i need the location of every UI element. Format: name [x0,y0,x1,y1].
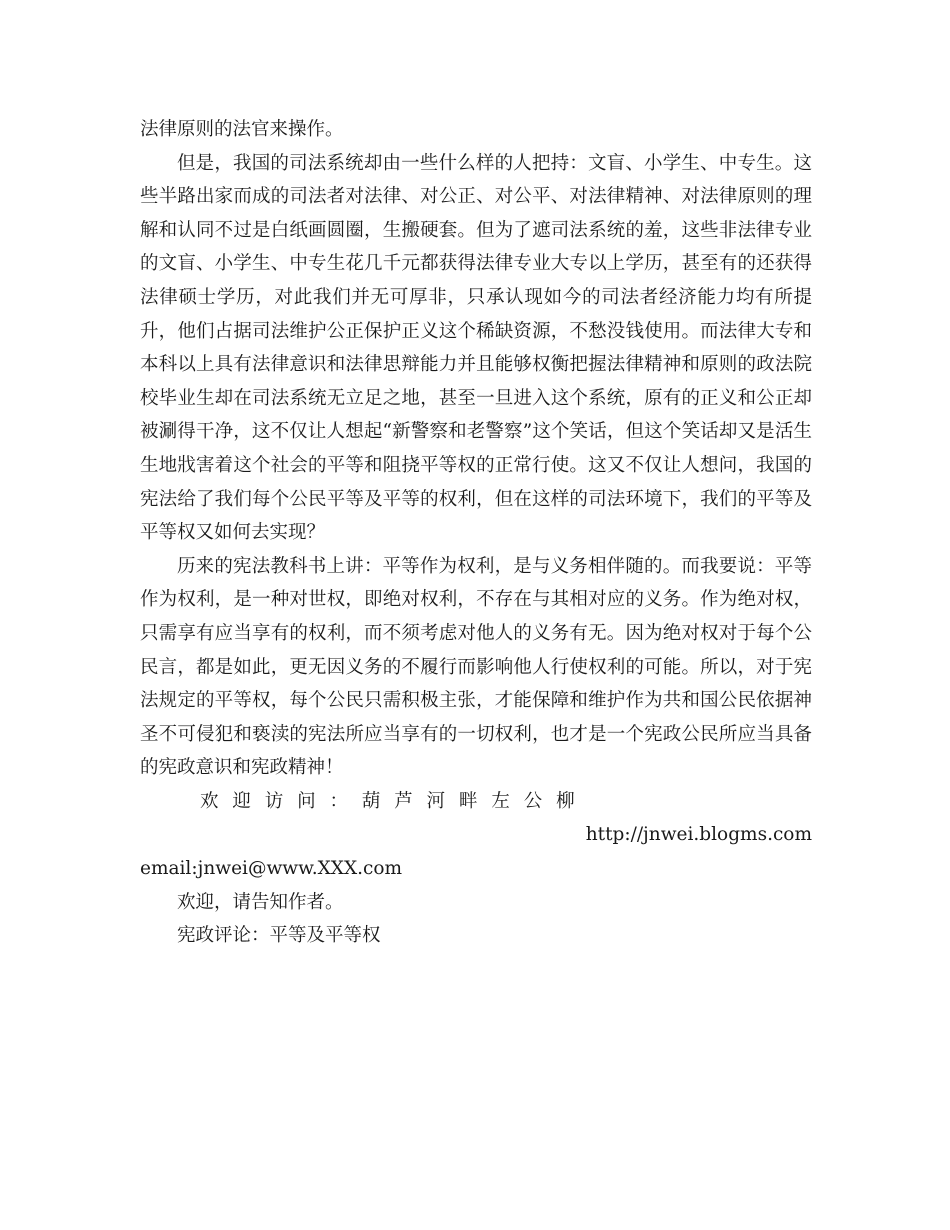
visit-label: 欢迎访问：葫芦河畔左公柳 [200,790,589,812]
document-body [140,113,812,953]
closing-line-title: 宪政评论：平等及平等权 [177,925,381,947]
blog-url-link[interactable]: http://jnwei.blogms.com [585,824,812,846]
paragraph-equality-rights: 历来的宪法教科书上讲：平等作为权利，是与义务相伴随的。而我要说：平等作为权利，是一种对世权，即绝对权利，不存在与其相对应的义务。作为绝对权，只需享有应当享有的权利，而不须考虑对他人的义务有无。因为绝对权对于每个公民言，都是如此，更无因义务的不履行而影响他人行使权利的可能。所以，对于宪法规定的平等权，每个公民只需积极主张，才能保障和维护作为共和国公民依据神圣不可侵犯和亵渎的宪法所应当享有的一切权利，也才是一个宪政公民所应当具备的宪政意识和宪政精神！ [140,555,812,779]
paragraph-judicial-system: 但是，我国的司法系统却由一些什么样的人把持：文盲、小学生、中专生。这些半路出家而成的司法者对法律、对公正、对公平、对法律精神、对法律原则的理解和认同不过是白纸画圆圈，生搬硬套。但为了遮司法系统的羞，这些非法律专业的文盲、小学生、中专生花几千元都获得法律专业大专以上学历，甚至有的还获得法律硕士学历，对此我们并无可厚非，只承认现如今的司法者经济能力均有所提升，他们占据司法维护公正保护正义这个稀缺资源，不愁没钱使用。而法律大专和本科以上具有法律意识和法律思辩能力并且能够权衡把握法律精神和原则的政法院校毕业生却在司法系统无立足之地，甚至一旦进入这个系统，原有的正义和公正却被涮得干净，这不仅让人想起“新警察和老警察”这个笑话，但这个笑话却又是活生生地戕害着这个社会的平等和阻挠平等权的正常行使。这又不仅让人想问，我国的宪法给了我们每个公民平等及平等的权利，但在这样的司法环境下，我们的平等及平等权又如何去实现？ [140,152,812,544]
email-line: email:jnwei@www.XXX.com [140,858,403,880]
closing-line-welcome: 欢迎，请告知作者。 [177,891,344,913]
paragraph-continuation: 法律原则的法官来操作。 [140,119,344,140]
visit-line [140,785,812,846]
